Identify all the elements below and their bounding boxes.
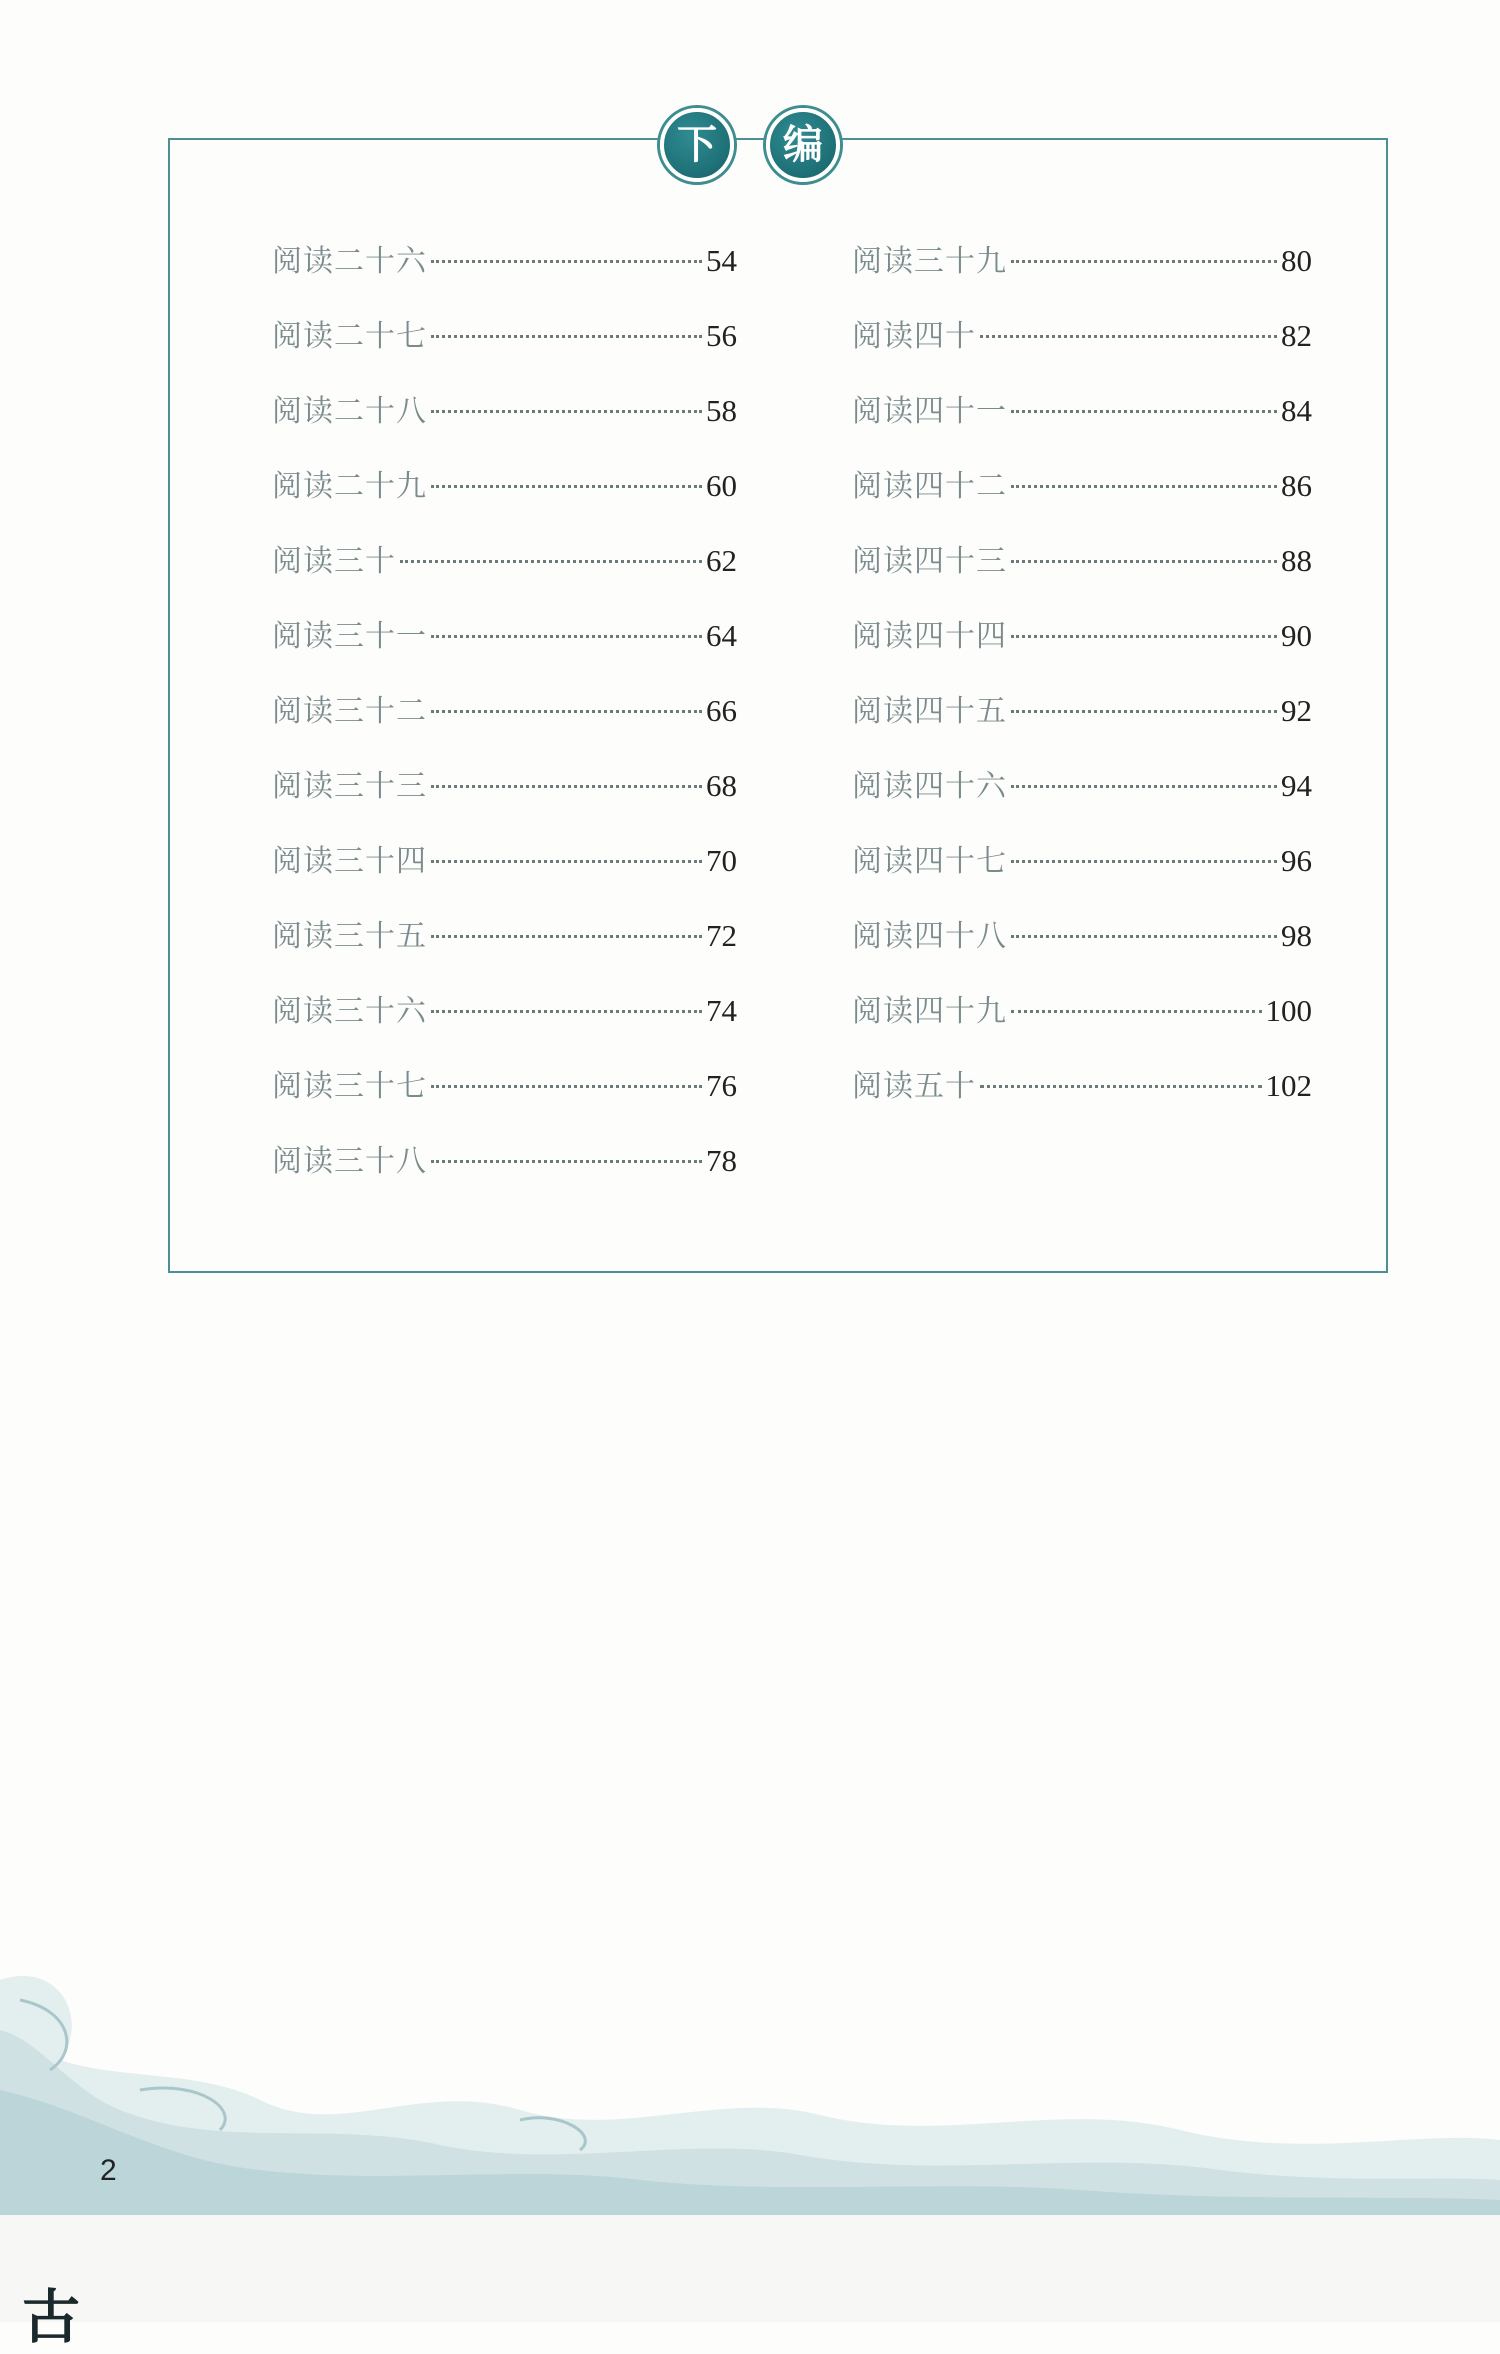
toc-entry[interactable]: [852, 911, 1312, 986]
leader-dots: [1011, 710, 1277, 713]
leader-dots: [431, 935, 702, 938]
leader-dots: [431, 260, 702, 263]
toc-entry-page: 62: [706, 543, 737, 578]
toc-entry[interactable]: [272, 236, 737, 311]
toc-entry-title: 阅读五十: [852, 1069, 976, 1104]
toc-entry-title: 阅读三十五: [272, 919, 427, 954]
leader-dots: [1011, 260, 1277, 263]
toc-entry-title: 阅读四十九: [852, 994, 1007, 1029]
leader-dots: [1011, 1010, 1262, 1013]
leader-dots: [1011, 560, 1277, 563]
toc-entry-title: 阅读四十七: [852, 844, 1007, 879]
toc-entry-page: 66: [706, 693, 737, 728]
toc-entry-page: 64: [706, 618, 737, 653]
leader-dots: [431, 635, 702, 638]
toc-right-column: [852, 236, 1312, 1136]
toc-entry-title: 阅读三十二: [272, 694, 427, 729]
leader-dots: [431, 410, 702, 413]
leader-dots: [431, 1160, 702, 1163]
leader-dots: [431, 1085, 702, 1088]
toc-entry-page: 56: [706, 318, 737, 353]
toc-entry[interactable]: [852, 836, 1312, 911]
toc-entry[interactable]: [852, 386, 1312, 461]
toc-entry[interactable]: [272, 536, 737, 611]
toc-entry-title: 阅读三十三: [272, 769, 427, 804]
toc-entry-page: 74: [706, 993, 737, 1028]
leader-dots: [431, 785, 702, 788]
toc-entry[interactable]: [272, 986, 737, 1061]
toc-left-column: [272, 236, 737, 1211]
toc-entry[interactable]: [852, 236, 1312, 311]
toc-entry-page: 100: [1265, 993, 1312, 1028]
toc-entry-title: 阅读二十六: [272, 244, 427, 279]
toc-entry-title: 阅读四十一: [852, 394, 1007, 429]
section-badge-bian: 编: [766, 108, 840, 182]
leader-dots: [431, 485, 702, 488]
leader-dots: [1011, 410, 1277, 413]
section-header: [0, 108, 1500, 182]
toc-entry-title: 阅读二十八: [272, 394, 427, 429]
toc-entry-title: 阅读三十一: [272, 619, 427, 654]
toc-entry-title: 阅读四十五: [852, 694, 1007, 729]
toc-entry-page: 102: [1265, 1068, 1312, 1103]
toc-entry[interactable]: [272, 461, 737, 536]
toc-entry-title: 阅读四十六: [852, 769, 1007, 804]
next-page-edge: [0, 2215, 1500, 2322]
toc-entry-title: 阅读三十四: [272, 844, 427, 879]
toc-entry-page: 54: [706, 243, 737, 278]
toc-entry-title: 阅读二十七: [272, 319, 427, 354]
toc-entry-title: 阅读四十八: [852, 919, 1007, 954]
page-number: 2: [100, 2154, 117, 2187]
toc-entry-page: 86: [1281, 468, 1312, 503]
next-page-heading-char: 古: [22, 2283, 81, 2351]
toc-entry-title: 阅读三十: [272, 544, 396, 579]
toc-entry[interactable]: [852, 311, 1312, 386]
toc-entry-page: 88: [1281, 543, 1312, 578]
toc-entry[interactable]: [852, 461, 1312, 536]
toc-entry-page: 58: [706, 393, 737, 428]
section-badge-xia: 下: [660, 108, 734, 182]
toc-entry-title: 阅读三十八: [272, 1144, 427, 1179]
leader-dots: [1011, 860, 1277, 863]
leader-dots: [980, 335, 1277, 338]
toc-entry[interactable]: [272, 386, 737, 461]
toc-entry[interactable]: [272, 911, 737, 986]
toc-entry-page: 82: [1281, 318, 1312, 353]
toc-entry-page: 72: [706, 918, 737, 953]
toc-entry-title: 阅读四十四: [852, 619, 1007, 654]
toc-entry[interactable]: [272, 311, 737, 386]
toc-entry-title: 阅读三十七: [272, 1069, 427, 1104]
leader-dots: [400, 560, 702, 563]
toc-entry-title: 阅读四十三: [852, 544, 1007, 579]
leader-dots: [980, 1085, 1262, 1088]
toc-entry-title: 阅读三十六: [272, 994, 427, 1029]
toc-entry[interactable]: [852, 611, 1312, 686]
toc-entry-page: 90: [1281, 618, 1312, 653]
leader-dots: [1011, 785, 1277, 788]
toc-entry[interactable]: [852, 686, 1312, 761]
leader-dots: [431, 710, 702, 713]
toc-entry-title: 阅读四十二: [852, 469, 1007, 504]
toc-entry[interactable]: [272, 611, 737, 686]
toc-entry-title: 阅读四十: [852, 319, 976, 354]
toc-entry-page: 76: [706, 1068, 737, 1103]
toc-entry[interactable]: [272, 761, 737, 836]
toc-entry-page: 84: [1281, 393, 1312, 428]
toc-entry-page: 92: [1281, 693, 1312, 728]
toc-entry[interactable]: [272, 1136, 737, 1211]
toc-entry-title: 阅读二十九: [272, 469, 427, 504]
toc-entry[interactable]: [272, 836, 737, 911]
leader-dots: [431, 1010, 702, 1013]
toc-entry-page: 70: [706, 843, 737, 878]
toc-entry-page: 94: [1281, 768, 1312, 803]
toc-entry-page: 60: [706, 468, 737, 503]
leader-dots: [1011, 635, 1277, 638]
toc-entry-page: 78: [706, 1143, 737, 1178]
toc-entry-page: 96: [1281, 843, 1312, 878]
toc-entry-page: 68: [706, 768, 737, 803]
toc-entry[interactable]: [272, 686, 737, 761]
toc-entry[interactable]: [852, 761, 1312, 836]
leader-dots: [431, 860, 702, 863]
toc-entry-page: 98: [1281, 918, 1312, 953]
toc-entry-title: 阅读三十九: [852, 244, 1007, 279]
leader-dots: [431, 335, 702, 338]
leader-dots: [1011, 935, 1277, 938]
wave-decoration: [0, 1940, 1500, 2220]
toc-entry-page: 80: [1281, 243, 1312, 278]
toc-entry[interactable]: [852, 1061, 1312, 1136]
toc-entry[interactable]: [852, 986, 1312, 1061]
toc-entry[interactable]: [272, 1061, 737, 1136]
leader-dots: [1011, 485, 1277, 488]
toc-entry[interactable]: [852, 536, 1312, 611]
